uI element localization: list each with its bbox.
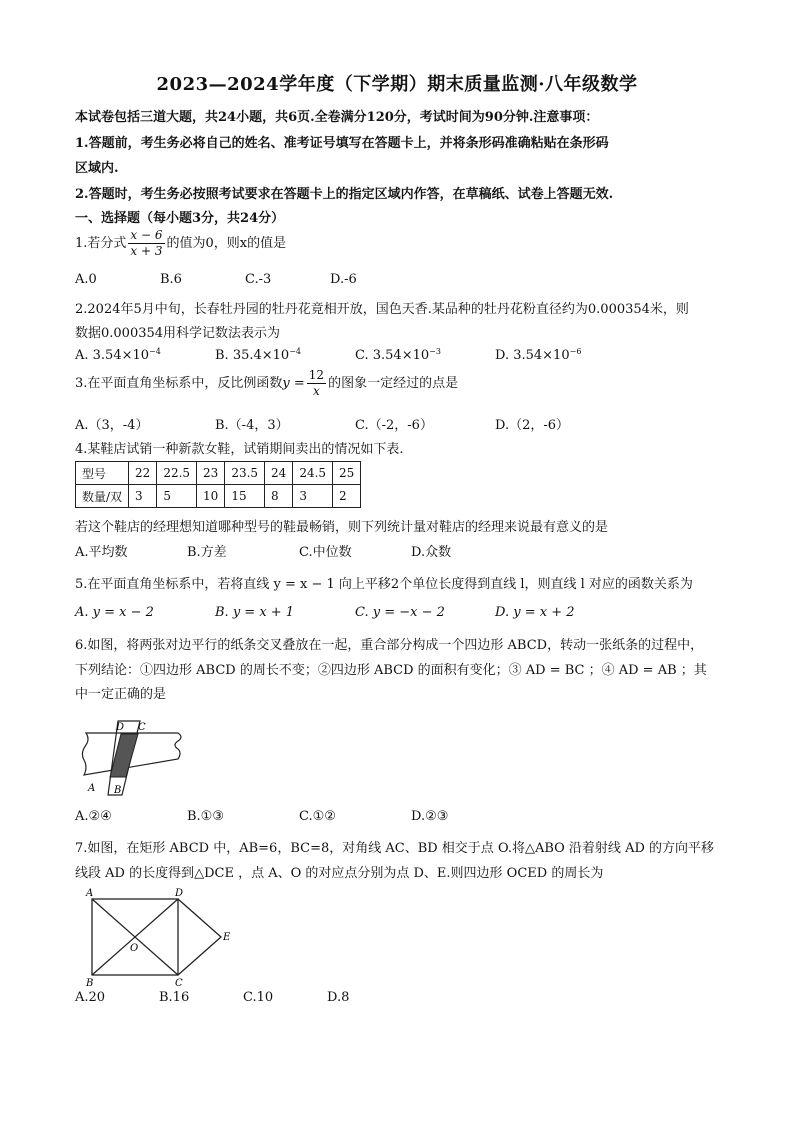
q7-option-b[interactable]: B.16 [159, 990, 190, 1005]
figure-label-d: D [175, 888, 184, 899]
q1-post: 的值为0，则x的值是 [166, 236, 287, 251]
q3-options [75, 414, 569, 433]
table-cell: 23 [197, 462, 225, 485]
q3-option-a[interactable]: A.（3，-4） [75, 418, 149, 433]
q1-option-a[interactable]: A.0 [75, 272, 97, 287]
q3-function-lhs: y = [282, 376, 305, 391]
table-cell: 25 [333, 462, 361, 485]
q2-option-b-base: B. 35.4×10 [215, 348, 290, 363]
q5-line-1: 5.在平面直角坐标系中，若将直线 y = x − 1 向上平移2个单位长度得到直线 l，则直线 l 对应的函数关系为 [75, 577, 693, 592]
q7-line-2: 线段 AD 的长度得到△DCE ，点 A、O 的对应点分别为点 D、E.则四边形 OCED 的周长为 [75, 866, 604, 881]
q5-options [75, 605, 575, 620]
q3-numerator: 12 [308, 368, 325, 382]
table-cell: 8 [265, 485, 293, 508]
q7-line-1: 7.如图，在矩形 ABCD 中，AB=6，BC=8，对角线 AC、BD 相交于点 O.将△ABO 沿着射线 AD 的方向平移 [75, 841, 715, 856]
intro-line-4: 2.答题时，考生务必按照考试要求在答题卡上的指定区域内作答，在草稿纸、试卷上答题无效. [75, 187, 614, 202]
figure-label-e: E [223, 932, 231, 943]
q1-option-b[interactable]: B.6 [160, 272, 182, 287]
q4-line-2: 若这个鞋店的经理想知道哪种型号的鞋最畅销，则下列统计量对鞋店的经理来说最有意义的是 [75, 520, 609, 535]
table-cell: 2 [333, 485, 361, 508]
table-cell: 22 [129, 462, 157, 485]
table-cell: 24.5 [293, 462, 333, 485]
table-cell: 24 [265, 462, 293, 485]
table-cell: 3 [129, 485, 157, 508]
table-cell: 10 [197, 485, 225, 508]
figure-label-b: B [114, 785, 122, 796]
shoe-sales-table [75, 461, 361, 508]
q2-line-2: 数据0.000354用科学记数法表示为 [75, 326, 281, 341]
q1-stem [75, 228, 286, 259]
table-row [76, 462, 361, 485]
q5-option-c-text: C. y = −x − 2 [355, 605, 445, 620]
q3-post: 的图象一定经过的点是 [328, 376, 459, 391]
q2-line-1: 2.2024年5月中旬，长春牡丹园的牡丹花竟相开放，国色天香.某品种的牡丹花粉直径约为0.000354米，则 [75, 302, 689, 317]
q7-option-d[interactable]: D.8 [327, 990, 350, 1005]
q6-option-b[interactable]: B.①③ [187, 809, 224, 824]
triangle-dce [178, 899, 221, 975]
q3-denominator: x [313, 384, 320, 398]
intro-line-1: 本试卷包括三道大题，共24小题，共6页.全卷满分120分，考试时间为90分钟.注意事项： [75, 110, 599, 125]
figure-label-d: D [116, 722, 125, 733]
q5-option-a[interactable] [75, 605, 215, 620]
q3-stem [75, 368, 458, 399]
q5-option-b[interactable] [215, 605, 355, 620]
q2-option-c-base: C. 3.54×10 [355, 348, 430, 363]
figure-label-c: C [138, 722, 146, 733]
rectangle-figure [80, 885, 240, 990]
table-cell: 5 [157, 485, 197, 508]
q7-option-a[interactable]: A.20 [75, 990, 106, 1005]
q2-option-d-base: D. 3.54×10 [495, 348, 570, 363]
q6-line-3: 中一定正确的是 [75, 687, 167, 702]
q1-numerator: x − 6 [130, 228, 163, 242]
q3-fraction [307, 368, 326, 399]
q5-option-b-text: B. y = x + 1 [215, 605, 295, 620]
q1-pre: 1.若分式 [75, 236, 127, 251]
q5-option-d[interactable] [495, 605, 575, 620]
q1-options [75, 272, 357, 287]
figure-label-b: B [86, 978, 94, 989]
q7-option-c[interactable]: C.10 [243, 990, 274, 1005]
q2-option-d-exp: −6 [569, 347, 582, 356]
q3-option-c[interactable]: C.（-2，-6） [355, 418, 433, 433]
paper-strips-figure [78, 715, 188, 800]
q2-option-a-exp: −4 [149, 347, 161, 356]
page-title: 2023—2024学年度（下学期）期末质量监测·八年级数学 [156, 74, 638, 95]
q2-option-c-exp: −3 [429, 347, 441, 356]
q1-fraction [128, 228, 164, 259]
q4-options [75, 541, 451, 560]
table-cell: 22.5 [157, 462, 197, 485]
q6-option-d[interactable]: D.②③ [411, 809, 449, 824]
table-cell: 数量/双 [76, 485, 129, 508]
intro-line-3: 区域内. [75, 161, 119, 176]
q2-option-b-exp: −4 [289, 347, 301, 356]
q7-options [75, 990, 349, 1005]
q4-option-c[interactable]: C.中位数 [299, 545, 352, 560]
figure-label-a: A [88, 783, 96, 794]
q1-option-d[interactable]: D.-6 [330, 272, 357, 287]
table-cell: 3 [293, 485, 333, 508]
q2-option-b[interactable] [215, 347, 355, 363]
table-row [76, 485, 361, 508]
q4-line-1: 4.某鞋店试销一种新款女鞋，试销期间卖出的情况如下表. [75, 442, 404, 457]
intro-line-2: 1.答题前，考生务必将自己的姓名、准考证号填写在答题卡上，并将条形码准确粘贴在条形码 [75, 136, 609, 151]
q2-options [75, 347, 581, 363]
q4-option-b[interactable]: B.方差 [187, 545, 227, 560]
q2-option-c[interactable] [355, 347, 495, 363]
figure-label-c: C [175, 978, 183, 989]
q3-option-d[interactable]: D.（2，-6） [495, 418, 570, 433]
q6-option-c[interactable]: C.①② [299, 809, 336, 824]
q5-option-c[interactable] [355, 605, 495, 620]
q1-denominator: x + 3 [130, 244, 163, 258]
q1-option-c[interactable]: C.-3 [245, 272, 272, 287]
q4-option-a[interactable]: A.平均数 [75, 545, 128, 560]
q6-options [75, 809, 448, 824]
q2-option-a-base: A. 3.54×10 [75, 348, 150, 363]
figure-label-a: A [86, 888, 94, 899]
table-cell: 15 [225, 485, 265, 508]
q2-option-d[interactable] [495, 347, 581, 363]
q4-option-d[interactable]: D.众数 [411, 545, 452, 560]
q6-option-a[interactable]: A.②④ [75, 809, 112, 824]
section-heading: 一、选择题（每小题3分，共24分） [75, 211, 285, 226]
q6-line-2: 下列结论：①四边形 ABCD 的周长不变；②四边形 ABCD 的面积有变化；③ AD = BC ；④ AD = AB ；其 [75, 663, 707, 678]
q2-option-a[interactable] [75, 347, 215, 363]
q6-line-1: 6.如图，将两张对边平行的纸条交叉叠放在一起，重合部分构成一个四边形 ABCD，转动一张纸条的过程中， [75, 638, 704, 653]
table-cell: 23.5 [225, 462, 265, 485]
q5-option-a-text: A. y = x − 2 [75, 605, 154, 620]
q5-option-d-text: D. y = x + 2 [495, 605, 575, 620]
figure-label-o: O [130, 943, 139, 954]
table-cell: 型号 [76, 462, 129, 485]
q3-option-b[interactable]: B.（-4，3） [215, 418, 289, 433]
q3-pre: 3.在平面直角坐标系中，反比例函数 [75, 376, 283, 391]
